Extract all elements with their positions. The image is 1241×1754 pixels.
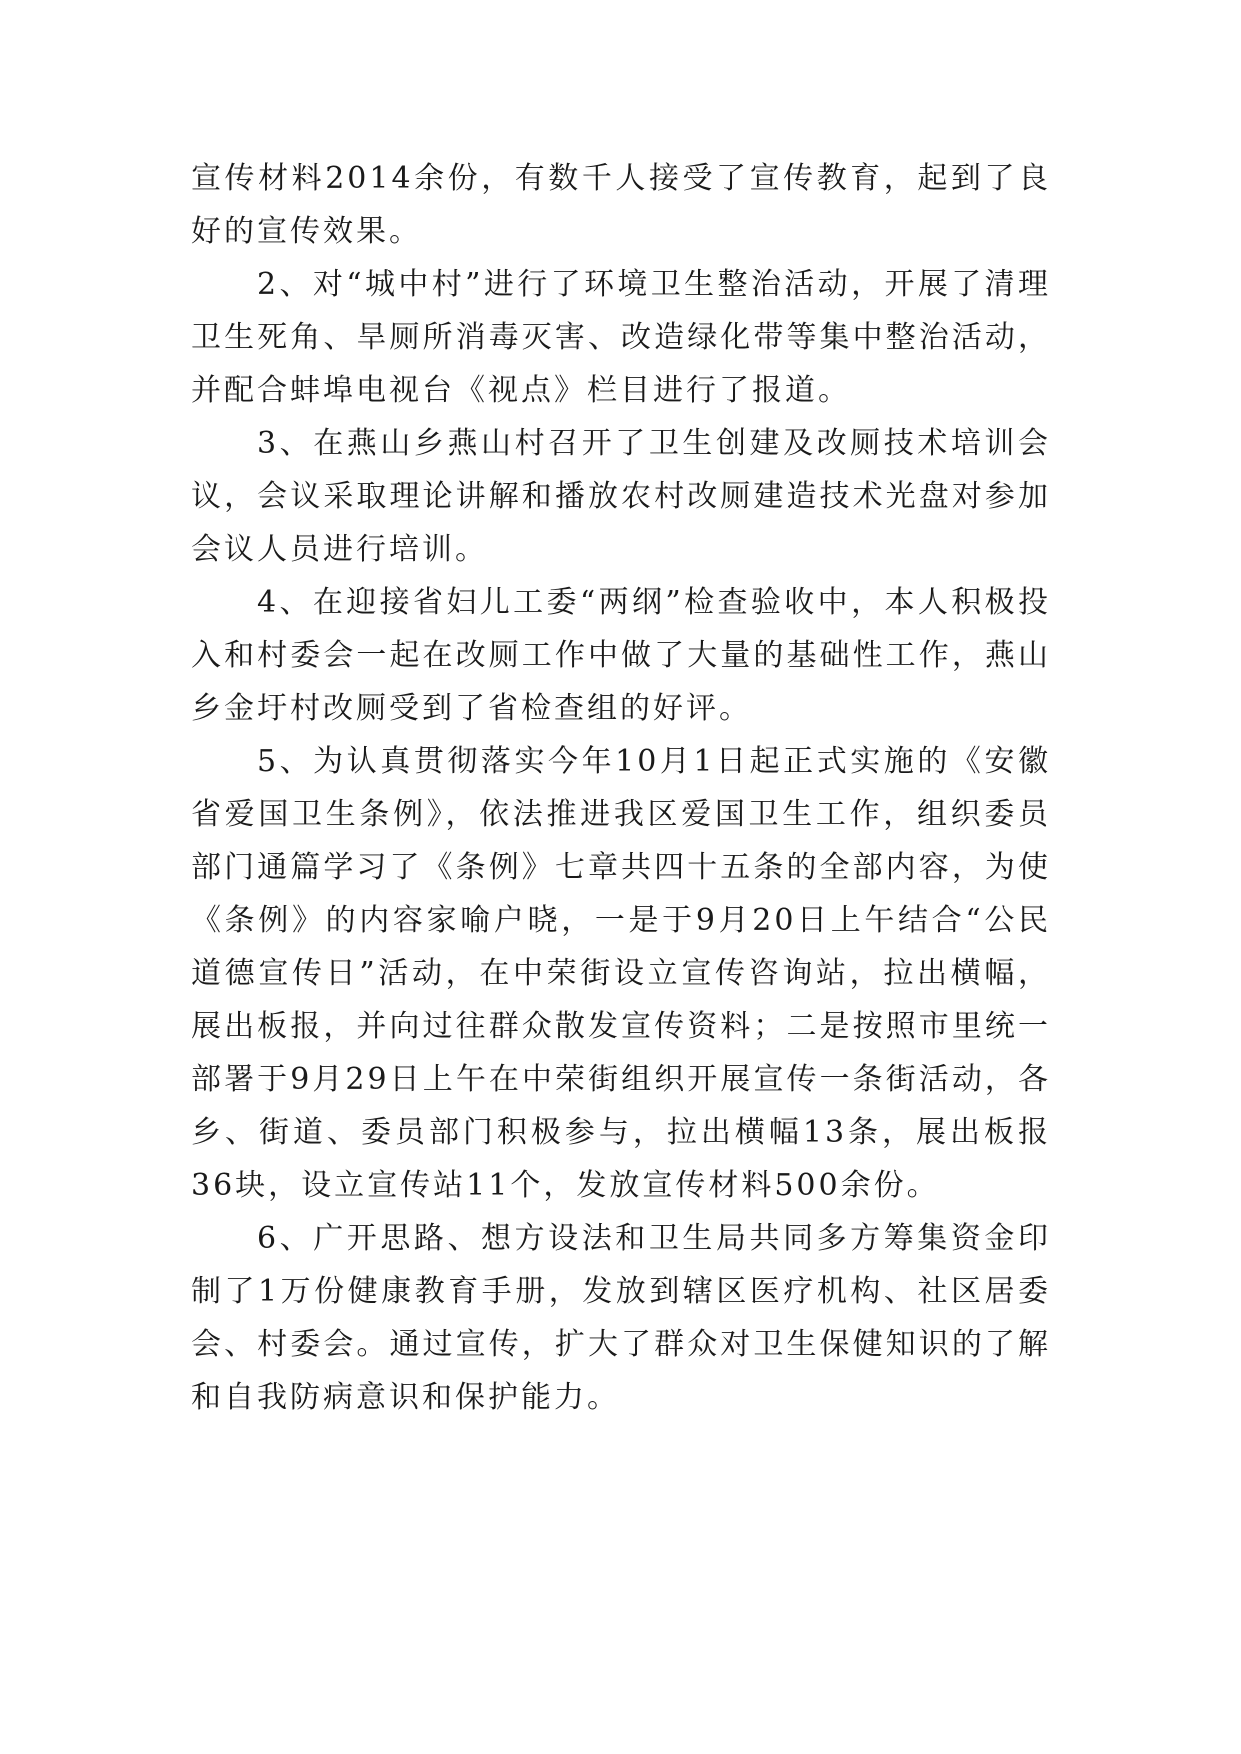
paragraph-item-6: 6、广开思路、想方设法和卫生局共同多方筹集资金印制了1万份健康教育手册，发放到辖区医疗机构、社区居委会、村委会。通过宣传，扩大了群众对卫生保健知识的了解和自我防病意识和保护能力。 — [191, 1221, 1051, 1415]
paragraph-item-4: 4、在迎接省妇儿工委“两纲”检查验收中，本人积极投入和村委会一起在改厕工作中做了大量的基础性工作，燕山乡金圩村改厕受到了省检查组的好评。 — [191, 585, 1051, 726]
paragraph-item-5: 5、为认真贯彻落实今年10月1日起正式实施的《安徽省爱国卫生条例》，依法推进我区爱国卫生工作，组织委员部门通篇学习了《条例》七章共四十五条的全部内容，为使《条例》的内容家喻户晓，一是于9月20日上午结合“公民道德宣传日”活动，在中荣街设立宣传咨询站，拉出横幅，展出板报，并向过往群众散发宣传资料；二是按照市里统一部署于9月29日上午在中荣街组织开展宣传一条街活动，各乡、街道、委员部门积极参与，拉出横幅13条，展出板报36块，设立宣传站11个，发放宣传材料500余份。 — [191, 744, 1051, 1203]
paragraph-continuation: 宣传材料2014余份，有数千人接受了宣传教育，起到了良好的宣传效果。 — [191, 161, 1051, 249]
document-body — [191, 152, 1051, 1424]
paragraph-item-3: 3、在燕山乡燕山村召开了卫生创建及改厕技术培训会议，会议采取理论讲解和播放农村改厕建造技术光盘对参加会议人员进行培训。 — [191, 426, 1051, 567]
paragraph-item-2: 2、对“城中村”进行了环境卫生整治活动，开展了清理卫生死角、旱厕所消毒灭害、改造绿化带等集中整治活动，并配合蚌埠电视台《视点》栏目进行了报道。 — [191, 267, 1051, 408]
